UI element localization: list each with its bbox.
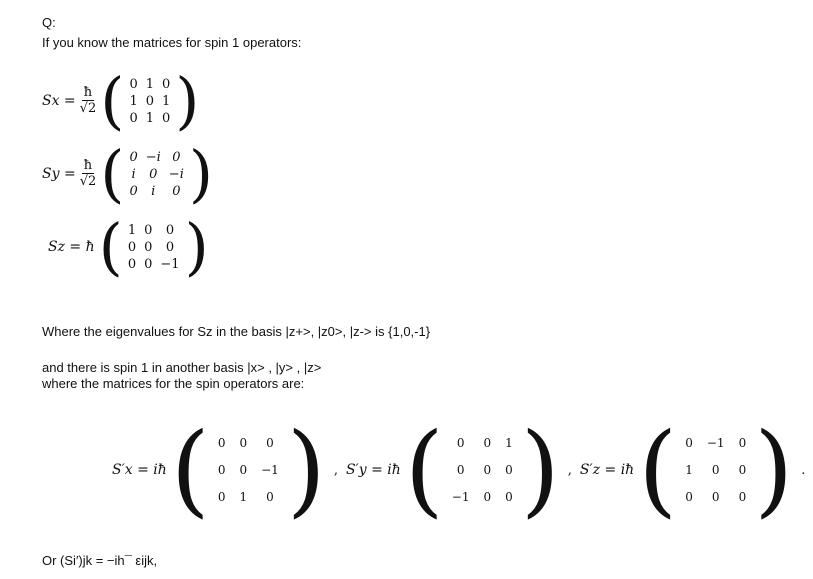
- sx-fraction-denominator: √2: [79, 101, 97, 116]
- szp-cell: 0: [685, 489, 693, 504]
- sz-cell: 0: [144, 222, 153, 238]
- sy-cell: 0: [129, 149, 138, 165]
- szp-cell: 0: [711, 462, 720, 477]
- sx-cell: 1: [145, 76, 154, 92]
- syp-cell: 0: [483, 435, 492, 450]
- sy-cell: 0: [149, 166, 158, 182]
- sx-fraction-numerator: ħ: [83, 85, 93, 100]
- question-label: Q:: [42, 15, 56, 30]
- sxp-cell: 0: [217, 489, 226, 504]
- sxp-matrix: [211, 430, 286, 511]
- syp-cell: 0: [483, 462, 492, 477]
- sx-cell: 0: [129, 76, 138, 92]
- sz-cell: 0: [144, 239, 153, 255]
- szp-cell: 0: [738, 489, 747, 504]
- sy-cell: 0: [172, 149, 181, 165]
- syp-matrix: [445, 430, 520, 511]
- syp-cell: −1: [451, 489, 470, 504]
- sx-matrix: [125, 76, 174, 127]
- szp-terminator: .: [801, 462, 806, 478]
- sz-cell: 0: [144, 256, 153, 272]
- sy-equation: [42, 137, 214, 210]
- basis-text-2: where the matrices for the spin operators are:: [42, 376, 305, 391]
- sxp-right-paren: ): [286, 411, 326, 528]
- eigenvalue-text: Where the eigenvalues for Sz in the basis |z+>, |z0>, |z-> is {1,0,-1}: [42, 324, 431, 339]
- intro-text: If you know the matrices for spin 1 operators:: [42, 35, 302, 50]
- szp-cell: 0: [738, 435, 747, 450]
- sz-lhs: Sz = ħ: [48, 239, 95, 255]
- sz-cell: −1: [160, 256, 180, 272]
- sxp-cell: −1: [261, 462, 279, 477]
- sxp-cell: 0: [217, 435, 226, 450]
- sy-fraction-denominator: √2: [79, 174, 97, 189]
- basis-text-1: and there is spin 1 in another basis |x> , |y> , |z>: [42, 360, 322, 375]
- sxp-left-paren: (: [170, 411, 210, 528]
- sx-fraction: [80, 86, 97, 116]
- sy-right-paren: ): [188, 137, 214, 210]
- sx-cell: 0: [162, 76, 171, 92]
- sz-cell: 0: [165, 222, 175, 238]
- primed-matrices-row: [112, 411, 813, 528]
- szp-cell: 0: [685, 435, 693, 450]
- szp-cell: −1: [706, 435, 725, 450]
- sy-fraction-numerator: ħ: [83, 158, 93, 173]
- szp-lhs: S′z = iħ: [579, 462, 635, 478]
- sx-left-paren: (: [100, 64, 125, 137]
- szp-cell: 0: [711, 489, 720, 504]
- syp-lhs: S′y = iħ: [345, 462, 401, 478]
- sx-lhs: Sx =: [42, 93, 76, 109]
- sz-cell: 1: [127, 222, 137, 238]
- sxp-lhs: S′x = iħ: [112, 462, 167, 478]
- syp-cell: 1: [505, 435, 513, 450]
- sy-left-paren: (: [100, 137, 125, 210]
- sx-right-paren: ): [175, 64, 200, 137]
- sy-cell: 0: [172, 183, 181, 199]
- sxp-cell: 0: [217, 462, 226, 477]
- sy-cell: −i: [168, 166, 184, 182]
- sy-cell: i: [131, 166, 136, 182]
- sy-cell: 0: [129, 183, 138, 199]
- sx-cell: 1: [145, 110, 154, 126]
- sz-matrix: [124, 222, 184, 273]
- sy-matrix: [125, 149, 187, 200]
- syp-left-paren: (: [404, 411, 444, 528]
- sz-cell: 0: [165, 239, 175, 255]
- syp-cell: 0: [456, 435, 465, 450]
- sy-fraction: [80, 159, 97, 189]
- sx-equation: [42, 64, 200, 137]
- sy-cell: −i: [145, 149, 161, 165]
- syp-cell: 0: [505, 489, 513, 504]
- sx-cell: 1: [129, 93, 138, 109]
- szp-cell: 0: [738, 462, 747, 477]
- sz-equation: [48, 210, 209, 283]
- szp-left-paren: (: [638, 411, 678, 528]
- szp-right-paren: ): [754, 411, 794, 528]
- sxp-cell: 0: [239, 435, 248, 450]
- sxp-cell: 0: [266, 489, 274, 504]
- sy-cell: i: [151, 183, 156, 199]
- sxp-cell: 1: [239, 489, 248, 504]
- szp-cell: 1: [685, 462, 693, 477]
- sx-cell: 1: [162, 93, 171, 109]
- sxp-separator: ,: [333, 462, 338, 478]
- sy-lhs: Sy =: [42, 166, 76, 182]
- sxp-cell: 0: [239, 462, 248, 477]
- sz-cell: 0: [127, 239, 137, 255]
- syp-separator: ,: [567, 462, 572, 478]
- sz-cell: 0: [127, 256, 137, 272]
- syp-right-paren: ): [520, 411, 560, 528]
- sx-cell: 0: [145, 93, 154, 109]
- sx-cell: 0: [162, 110, 171, 126]
- syp-cell: 0: [456, 462, 465, 477]
- syp-cell: 0: [505, 462, 513, 477]
- sz-right-paren: ): [184, 210, 209, 283]
- sz-left-paren: (: [98, 210, 123, 283]
- szp-matrix: [678, 430, 753, 511]
- syp-cell: 0: [483, 489, 492, 504]
- sx-cell: 0: [129, 110, 138, 126]
- sxp-cell: 0: [266, 435, 274, 450]
- footer-formula: Or (Si′)jk = −ih¯ εijk,: [42, 553, 158, 568]
